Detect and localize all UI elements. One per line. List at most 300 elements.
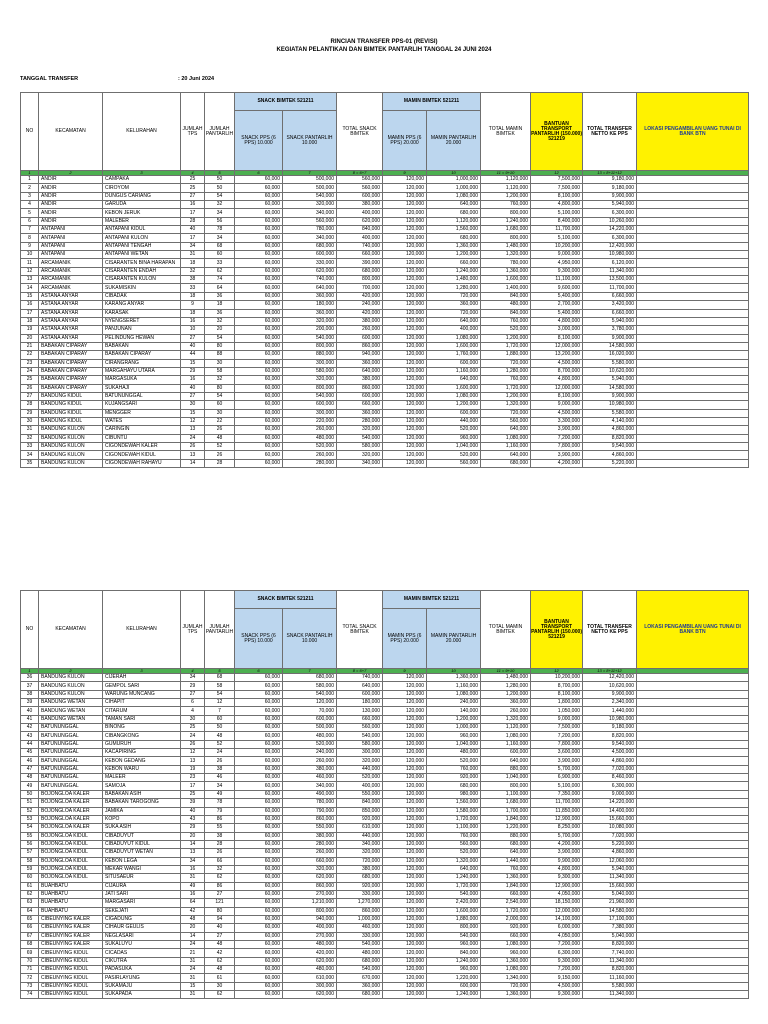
cell-bantuan-transport: 4,200,000 [531, 840, 583, 848]
cell-bantuan-transport: 7,800,000 [531, 740, 583, 748]
cell-total-mamin: 720,000 [481, 359, 531, 367]
cell-total-netto: 9,900,000 [583, 334, 637, 342]
cell-no: 18 [21, 317, 39, 325]
cell-mamin-pantarlih: 1,000,000 [427, 724, 481, 732]
table-row [21, 334, 749, 342]
cell-lokasi [637, 757, 749, 765]
cell-total-snack: 660,000 [337, 401, 383, 409]
cell-kecamatan: BANDUNG KIDUL [39, 392, 103, 400]
cell-mamin-pps: 120,000 [383, 807, 427, 815]
cell-total-snack: 560,000 [337, 724, 383, 732]
table-row [21, 351, 749, 359]
column-number: 1 [21, 171, 39, 176]
cell-jumlah-tps: 49 [181, 882, 205, 890]
cell-jumlah-pantarlih: 56 [205, 217, 235, 225]
cell-bantuan-transport: 4,050,000 [531, 890, 583, 898]
cell-total-mamin: 640,000 [481, 426, 531, 434]
cell-kelurahan: BATUNUNGGAL [103, 392, 181, 400]
cell-total-snack: 390,000 [337, 259, 383, 267]
cell-kecamatan: ARCAMANIK [39, 276, 103, 284]
table-row [21, 326, 749, 334]
cell-snack-pantarlih: 400,000 [283, 924, 337, 932]
cell-total-snack: 920,000 [337, 882, 383, 890]
cell-snack-pps: 60,000 [235, 342, 283, 350]
cell-snack-pantarlih: 620,000 [283, 957, 337, 965]
cell-no: 55 [21, 832, 39, 840]
cell-kecamatan: ANTAPANI [39, 242, 103, 250]
cell-total-mamin: 920,000 [481, 924, 531, 932]
cell-lokasi [637, 384, 749, 392]
cell-mamin-pps: 120,000 [383, 882, 427, 890]
cell-kecamatan: CIBEUNYING KALER [39, 915, 103, 923]
cell-jumlah-tps: 44 [181, 351, 205, 359]
cell-no: 57 [21, 849, 39, 857]
cell-mamin-pantarlih: 480,000 [427, 749, 481, 757]
cell-mamin-pantarlih: 1,040,000 [427, 740, 481, 748]
cell-kecamatan: BOJONGLOA KIDUL [39, 832, 103, 840]
header-total-mamin: TOTAL MAMIN BIMTEK [481, 591, 531, 669]
cell-total-netto: 15,660,000 [583, 882, 637, 890]
cell-jumlah-pantarlih: 48 [205, 941, 235, 949]
cell-total-snack: 680,000 [337, 991, 383, 999]
cell-snack-pps: 60,000 [235, 957, 283, 965]
cell-mamin-pps: 120,000 [383, 757, 427, 765]
cell-lokasi [637, 765, 749, 773]
cell-total-netto: 14,220,000 [583, 226, 637, 234]
cell-kecamatan: BATUNUNGGAL [39, 749, 103, 757]
cell-total-netto: 1,440,000 [583, 707, 637, 715]
cell-lokasi [637, 941, 749, 949]
cell-mamin-pantarlih: 240,000 [427, 699, 481, 707]
header-bantuan-transport: BANTUAN TRANSPORT PANTARLIH (150.000) 521219 [531, 93, 583, 171]
cell-total-netto: 9,900,000 [583, 392, 637, 400]
cell-lokasi [637, 276, 749, 284]
cell-total-mamin: 1,120,000 [481, 184, 531, 192]
cell-total-snack: 620,000 [337, 217, 383, 225]
cell-no: 41 [21, 715, 39, 723]
cell-kecamatan: BOJONGLOA KALER [39, 790, 103, 798]
cell-jumlah-tps: 40 [181, 807, 205, 815]
cell-jumlah-tps: 31 [181, 874, 205, 882]
cell-kecamatan: ANDIR [39, 184, 103, 192]
column-number: 4 [181, 171, 205, 176]
table-row [21, 974, 749, 982]
cell-jumlah-pantarlih: 54 [205, 334, 235, 342]
cell-no: 52 [21, 807, 39, 815]
cell-bantuan-transport: 10,200,000 [531, 674, 583, 682]
cell-kecamatan: BANDUNG KULON [39, 434, 103, 442]
cell-total-snack: 400,000 [337, 782, 383, 790]
table-row [21, 367, 749, 375]
cell-snack-pantarlih: 600,000 [283, 401, 337, 409]
cell-lokasi [637, 192, 749, 200]
cell-kelurahan: CIGONDEWAH KIDUL [103, 451, 181, 459]
cell-total-netto: 13,500,000 [583, 276, 637, 284]
cell-snack-pps: 60,000 [235, 259, 283, 267]
table-row [21, 234, 749, 242]
cell-kecamatan: ANTAPANI [39, 226, 103, 234]
cell-bantuan-transport: 4,800,000 [531, 317, 583, 325]
table-row [21, 284, 749, 292]
cell-jumlah-tps: 34 [181, 857, 205, 865]
cell-jumlah-pantarlih: 80 [205, 342, 235, 350]
cell-snack-pantarlih: 420,000 [283, 949, 337, 957]
cell-snack-pps: 60,000 [235, 874, 283, 882]
cell-jumlah-pantarlih: 80 [205, 907, 235, 915]
cell-snack-pps: 60,000 [235, 351, 283, 359]
cell-jumlah-pantarlih: 7 [205, 707, 235, 715]
cell-kelurahan: MARGASARI [103, 899, 181, 907]
cell-kecamatan: ASTANA ANYAR [39, 301, 103, 309]
cell-lokasi [637, 674, 749, 682]
cell-snack-pantarlih: 260,000 [283, 849, 337, 857]
cell-jumlah-pantarlih: 62 [205, 957, 235, 965]
column-number: 3 [103, 171, 181, 176]
cell-lokasi [637, 865, 749, 873]
cell-bantuan-transport: 7,200,000 [531, 732, 583, 740]
cell-jumlah-tps: 38 [181, 276, 205, 284]
cell-snack-pantarlih: 780,000 [283, 226, 337, 234]
cell-kelurahan: MALEBER [103, 217, 181, 225]
cell-total-mamin: 1,120,000 [481, 176, 531, 184]
cell-kecamatan: BANDUNG WETAN [39, 715, 103, 723]
cell-lokasi [637, 715, 749, 723]
cell-mamin-pps: 120,000 [383, 409, 427, 417]
cell-total-mamin: 880,000 [481, 832, 531, 840]
cell-kecamatan: ASTANA ANYAR [39, 292, 103, 300]
cell-snack-pantarlih: 580,000 [283, 367, 337, 375]
column-number: 6 [235, 171, 283, 176]
cell-total-snack: 1,000,000 [337, 915, 383, 923]
cell-kelurahan: SUKAPADA [103, 991, 181, 999]
cell-lokasi [637, 815, 749, 823]
cell-lokasi [637, 824, 749, 832]
cell-snack-pps: 60,000 [235, 890, 283, 898]
cell-mamin-pps: 120,000 [383, 674, 427, 682]
cell-mamin-pantarlih: 1,160,000 [427, 367, 481, 375]
cell-total-netto: 4,860,000 [583, 757, 637, 765]
cell-mamin-pps: 120,000 [383, 209, 427, 217]
cell-total-snack: 280,000 [337, 417, 383, 425]
cell-total-snack: 580,000 [337, 443, 383, 451]
cell-snack-pps: 60,000 [235, 707, 283, 715]
cell-snack-pps: 60,000 [235, 376, 283, 384]
cell-no: 16 [21, 301, 39, 309]
cell-mamin-pantarlih: 1,240,000 [427, 267, 481, 275]
cell-no: 44 [21, 740, 39, 748]
cell-total-netto: 14,400,000 [583, 807, 637, 815]
cell-no: 43 [21, 732, 39, 740]
cell-no: 62 [21, 890, 39, 898]
cell-mamin-pantarlih: 360,000 [427, 301, 481, 309]
cell-kecamatan: CIBEUNYING KIDUL [39, 949, 103, 957]
cell-kecamatan: BABAKAN CIPARAY [39, 384, 103, 392]
cell-total-mamin: 1,320,000 [481, 715, 531, 723]
cell-total-mamin: 800,000 [481, 234, 531, 242]
cell-total-mamin: 1,840,000 [481, 815, 531, 823]
cell-kecamatan: BOJONGLOA KIDUL [39, 840, 103, 848]
cell-lokasi [637, 259, 749, 267]
cell-mamin-pantarlih: 560,000 [427, 459, 481, 467]
table-row [21, 192, 749, 200]
cell-no: 34 [21, 451, 39, 459]
cell-total-mamin: 660,000 [481, 890, 531, 898]
cell-jumlah-tps: 9 [181, 301, 205, 309]
cell-jumlah-pantarlih: 38 [205, 765, 235, 773]
cell-kelurahan: CITARUM [103, 707, 181, 715]
cell-bantuan-transport: 6,900,000 [531, 774, 583, 782]
cell-kelurahan: CIROYOM [103, 184, 181, 192]
cell-bantuan-transport: 2,700,000 [531, 301, 583, 309]
cell-lokasi [637, 849, 749, 857]
transfer-table [20, 92, 749, 468]
cell-jumlah-tps: 33 [181, 284, 205, 292]
cell-jumlah-tps: 40 [181, 342, 205, 350]
cell-lokasi [637, 459, 749, 467]
table-row [21, 724, 749, 732]
cell-mamin-pps: 120,000 [383, 301, 427, 309]
cell-jumlah-tps: 13 [181, 849, 205, 857]
cell-jumlah-tps: 13 [181, 451, 205, 459]
column-number: 2 [39, 171, 103, 176]
cell-jumlah-tps: 16 [181, 865, 205, 873]
cell-snack-pantarlih: 500,000 [283, 184, 337, 192]
cell-kecamatan: ARCAMANIK [39, 284, 103, 292]
cell-total-snack: 600,000 [337, 334, 383, 342]
cell-total-netto: 7,020,000 [583, 832, 637, 840]
cell-total-snack: 360,000 [337, 409, 383, 417]
cell-total-netto: 9,540,000 [583, 443, 637, 451]
cell-kecamatan: BANDUNG KULON [39, 690, 103, 698]
cell-total-mamin: 760,000 [481, 201, 531, 209]
cell-total-netto: 5,580,000 [583, 359, 637, 367]
cell-mamin-pantarlih: 680,000 [427, 234, 481, 242]
cell-kecamatan: BUAHBATU [39, 899, 103, 907]
cell-mamin-pantarlih: 1,600,000 [427, 907, 481, 915]
cell-jumlah-tps: 26 [181, 443, 205, 451]
cell-kecamatan: BOJONGLOA KIDUL [39, 865, 103, 873]
cell-bantuan-transport: 7,200,000 [531, 434, 583, 442]
cell-kelurahan: CAMPAKA [103, 176, 181, 184]
cell-no: 42 [21, 724, 39, 732]
cell-lokasi [637, 924, 749, 932]
cell-jumlah-tps: 25 [181, 724, 205, 732]
cell-total-netto: 9,180,000 [583, 184, 637, 192]
cell-lokasi [637, 176, 749, 184]
cell-mamin-pps: 120,000 [383, 874, 427, 882]
cell-snack-pantarlih: 240,000 [283, 749, 337, 757]
cell-lokasi [637, 682, 749, 690]
cell-no: 54 [21, 824, 39, 832]
cell-lokasi [637, 309, 749, 317]
table-row [21, 824, 749, 832]
cell-total-mamin: 680,000 [481, 459, 531, 467]
cell-snack-pantarlih: 600,000 [283, 251, 337, 259]
cell-total-snack: 840,000 [337, 226, 383, 234]
cell-snack-pps: 60,000 [235, 765, 283, 773]
cell-bantuan-transport: 3,900,000 [531, 757, 583, 765]
cell-snack-pps: 60,000 [235, 857, 283, 865]
cell-total-snack: 560,000 [337, 176, 383, 184]
cell-jumlah-tps: 13 [181, 426, 205, 434]
cell-lokasi [637, 367, 749, 375]
header-total-snack: TOTAL SNACK BIMTEK [337, 93, 383, 171]
cell-snack-pps: 60,000 [235, 176, 283, 184]
table-row [21, 434, 749, 442]
header-mamin-pantarlih: MAMIN PANTARLIH 20.000 [427, 111, 481, 171]
header-jumlah-pantarlih: JUMLAH PANTARLIH [205, 591, 235, 669]
cell-kelurahan: BABAKAN CIPARAY [103, 351, 181, 359]
cell-jumlah-pantarlih: 26 [205, 451, 235, 459]
cell-snack-pantarlih: 800,000 [283, 384, 337, 392]
cell-jumlah-pantarlih: 62 [205, 874, 235, 882]
cell-mamin-pantarlih: 760,000 [427, 832, 481, 840]
cell-mamin-pantarlih: 540,000 [427, 890, 481, 898]
cell-mamin-pps: 120,000 [383, 799, 427, 807]
cell-lokasi [637, 732, 749, 740]
cell-snack-pps: 60,000 [235, 966, 283, 974]
header-kelurahan: KELURAHAN [103, 93, 181, 171]
cell-jumlah-tps: 4 [181, 707, 205, 715]
cell-kecamatan: BABAKAN CIPARAY [39, 367, 103, 375]
column-number: 5 [205, 171, 235, 176]
document-subtitle: KEGIATAN PELANTIKAN DAN BIMTEK PANTARLIH TANGGAL 24 JUNI 2024 [276, 47, 492, 53]
cell-total-netto: 5,580,000 [583, 982, 637, 990]
cell-no: 37 [21, 682, 39, 690]
cell-total-mamin: 1,100,000 [481, 790, 531, 798]
cell-bantuan-transport: 8,100,000 [531, 192, 583, 200]
cell-jumlah-pantarlih: 48 [205, 434, 235, 442]
cell-mamin-pps: 120,000 [383, 890, 427, 898]
cell-snack-pps: 60,000 [235, 782, 283, 790]
cell-snack-pps: 60,000 [235, 941, 283, 949]
cell-kecamatan: BANDUNG KULON [39, 682, 103, 690]
cell-bantuan-transport: 18,150,000 [531, 899, 583, 907]
cell-bantuan-transport: 5,100,000 [531, 234, 583, 242]
cell-mamin-pantarlih: 1,880,000 [427, 915, 481, 923]
table-row [21, 840, 749, 848]
cell-total-mamin: 640,000 [481, 451, 531, 459]
cell-bantuan-transport: 7,200,000 [531, 966, 583, 974]
cell-total-snack: 740,000 [337, 674, 383, 682]
cell-total-mamin: 1,320,000 [481, 401, 531, 409]
cell-snack-pantarlih: 320,000 [283, 317, 337, 325]
tanggal-transfer-value: : 20 Juni 2024 [178, 76, 215, 82]
cell-snack-pps: 60,000 [235, 915, 283, 923]
cell-total-mamin: 1,200,000 [481, 192, 531, 200]
cell-bantuan-transport: 9,900,000 [531, 857, 583, 865]
cell-jumlah-pantarlih: 32 [205, 201, 235, 209]
cell-kelurahan: WARUNG MUNCANG [103, 690, 181, 698]
cell-mamin-pps: 120,000 [383, 234, 427, 242]
cell-total-snack: 240,000 [337, 301, 383, 309]
cell-no: 71 [21, 966, 39, 974]
cell-kecamatan: BATUNUNGGAL [39, 774, 103, 782]
cell-total-snack: 440,000 [337, 832, 383, 840]
cell-bantuan-transport: 4,050,000 [531, 932, 583, 940]
cell-snack-pps: 60,000 [235, 234, 283, 242]
cell-snack-pantarlih: 320,000 [283, 865, 337, 873]
cell-total-snack: 380,000 [337, 865, 383, 873]
cell-kecamatan: ASTANA ANYAR [39, 317, 103, 325]
header-jumlah-tps: JUMLAH TPS [181, 591, 205, 669]
cell-jumlah-tps: 15 [181, 359, 205, 367]
cell-mamin-pps: 120,000 [383, 251, 427, 259]
cell-mamin-pps: 120,000 [383, 459, 427, 467]
cell-jumlah-tps: 40 [181, 226, 205, 234]
cell-total-netto: 14,580,000 [583, 907, 637, 915]
cell-mamin-pps: 120,000 [383, 690, 427, 698]
header-total-netto: TOTAL TRANSFER NETTO KE PPS [583, 93, 637, 171]
cell-total-mamin: 960,000 [481, 949, 531, 957]
cell-mamin-pps: 120,000 [383, 367, 427, 375]
cell-total-netto: 10,620,000 [583, 682, 637, 690]
header-no: NO [21, 93, 39, 171]
cell-no: 36 [21, 674, 39, 682]
cell-total-snack: 660,000 [337, 715, 383, 723]
cell-snack-pantarlih: 180,000 [283, 301, 337, 309]
transfer-table [20, 590, 749, 999]
cell-mamin-pps: 120,000 [383, 434, 427, 442]
cell-mamin-pps: 120,000 [383, 242, 427, 250]
cell-jumlah-pantarlih: 33 [205, 259, 235, 267]
cell-kecamatan: BOJONGLOA KALER [39, 799, 103, 807]
cell-jumlah-tps: 39 [181, 799, 205, 807]
cell-snack-pps: 60,000 [235, 443, 283, 451]
cell-kecamatan: BATUNUNGGAL [39, 757, 103, 765]
cell-no: 4 [21, 201, 39, 209]
cell-jumlah-pantarlih: 12 [205, 699, 235, 707]
cell-total-netto: 10,260,000 [583, 217, 637, 225]
cell-jumlah-tps: 43 [181, 815, 205, 823]
cell-kelurahan: MENGGER [103, 409, 181, 417]
cell-kecamatan: CIBEUNYING KIDUL [39, 991, 103, 999]
cell-no: 6 [21, 217, 39, 225]
cell-mamin-pantarlih: 760,000 [427, 765, 481, 773]
cell-lokasi [637, 740, 749, 748]
cell-total-netto: 9,180,000 [583, 176, 637, 184]
cell-mamin-pps: 120,000 [383, 317, 427, 325]
cell-no: 48 [21, 774, 39, 782]
cell-kelurahan: CIKUTRA [103, 957, 181, 965]
cell-lokasi [637, 774, 749, 782]
cell-bantuan-transport: 1,800,000 [531, 699, 583, 707]
cell-lokasi [637, 840, 749, 848]
column-number: 4 [181, 669, 205, 674]
header-kelurahan: KELURAHAN [103, 591, 181, 669]
cell-snack-pantarlih: 320,000 [283, 376, 337, 384]
cell-total-snack: 850,000 [337, 807, 383, 815]
table-row [21, 740, 749, 748]
cell-jumlah-tps: 17 [181, 782, 205, 790]
cell-kecamatan: ASTANA ANYAR [39, 334, 103, 342]
cell-lokasi [637, 417, 749, 425]
cell-no: 66 [21, 924, 39, 932]
cell-kelurahan: MALEER [103, 774, 181, 782]
table-row [21, 267, 749, 275]
cell-mamin-pantarlih: 600,000 [427, 359, 481, 367]
table-row [21, 459, 749, 467]
cell-mamin-pantarlih: 640,000 [427, 317, 481, 325]
table-row [21, 259, 749, 267]
cell-snack-pps: 60,000 [235, 201, 283, 209]
cell-mamin-pantarlih: 1,080,000 [427, 192, 481, 200]
cell-mamin-pps: 120,000 [383, 267, 427, 275]
cell-mamin-pps: 120,000 [383, 840, 427, 848]
cell-total-netto: 10,980,000 [583, 401, 637, 409]
cell-mamin-pps: 120,000 [383, 790, 427, 798]
cell-snack-pantarlih: 360,000 [283, 309, 337, 317]
